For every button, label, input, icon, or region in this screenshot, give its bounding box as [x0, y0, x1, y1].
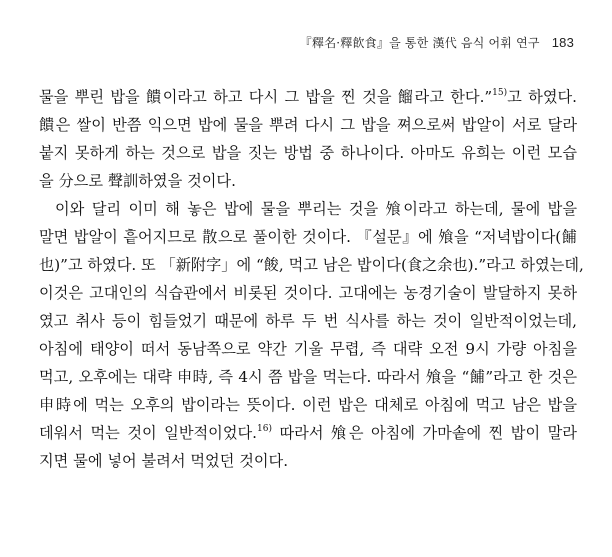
text-line: 也)”고 하였다. 또 「新附字」에 “餕, 먹고 남은 밥이다(食之余也).”라고 하였는데,	[39, 256, 584, 274]
text-line: 이와 달리 이미 해 놓은 밥에 물을 뿌리는 것을 飧이라고 하는데, 물에 밥을	[55, 200, 577, 218]
paragraph-2	[39, 195, 584, 475]
footnote-ref[interactable]: 16)	[257, 423, 272, 434]
text-line: 아침에 태양이 떠서 동남쪽으로 약간 기울 무렵, 즉 대략 오전 9시 가량 아침을	[39, 340, 577, 358]
text-line: 말면 밥알이 흩어지므로 散으로 풀이한 것이다. 『설문』에 飧을 “저녁밥이다(餔	[39, 228, 577, 246]
text-line: 였고 취사 등이 힘들었기 때문에 하루 두 번 식사를 하는 것이 일반적이었는데,	[39, 312, 577, 330]
text-line: 데워서 먹는 것이 일반적이었다.$^{16)}$ 따라서 飧은 아침에 가마솥에 찐 밥이 말라	[39, 423, 577, 442]
text-line: 붙지 못하게 하는 것으로 밥을 짓는 방법 중 하나이다. 아마도 유희는 이런 모습	[39, 144, 577, 162]
text-line: 물을 뿌린 밥을 饋이라고 하고 다시 그 밥을 찐 것을 餾라고 한다.”$^{15)}$고 하였다.	[39, 87, 577, 106]
page-number: 183	[551, 35, 574, 50]
text-line: 지면 물에 넣어 불려서 먹었던 것이다.	[39, 452, 289, 470]
text-line: 이것은 고대인의 식습관에서 비롯된 것이다. 고대에는 농경기술이 발달하지 못하	[39, 284, 577, 302]
header-title: 『釋名·釋飮食』을 통한 漢代 음식 어휘 연구	[299, 36, 540, 50]
text-line: 먹고, 오후에는 대략 申時, 즉 4시 쯤 밥을 먹는다. 따라서 飧을 “餔”라고 한 것은	[39, 368, 577, 386]
paragraph-1	[39, 83, 577, 195]
footnote-ref[interactable]: 15)	[492, 87, 508, 98]
text-line: 을 分으로 聲訓하였을 것이다.	[39, 172, 236, 190]
text-line: 申時에 먹는 오후의 밥이라는 뜻이다. 이런 밥은 대체로 아침에 먹고 남은 밥을	[39, 396, 577, 414]
text-line: 饋은 쌀이 반쯤 익으면 밥에 물을 뿌려 다시 그 밥을 쪄으로써 밥알이 서로 달라	[39, 116, 577, 134]
running-header	[300, 34, 574, 51]
body-text	[39, 83, 584, 475]
